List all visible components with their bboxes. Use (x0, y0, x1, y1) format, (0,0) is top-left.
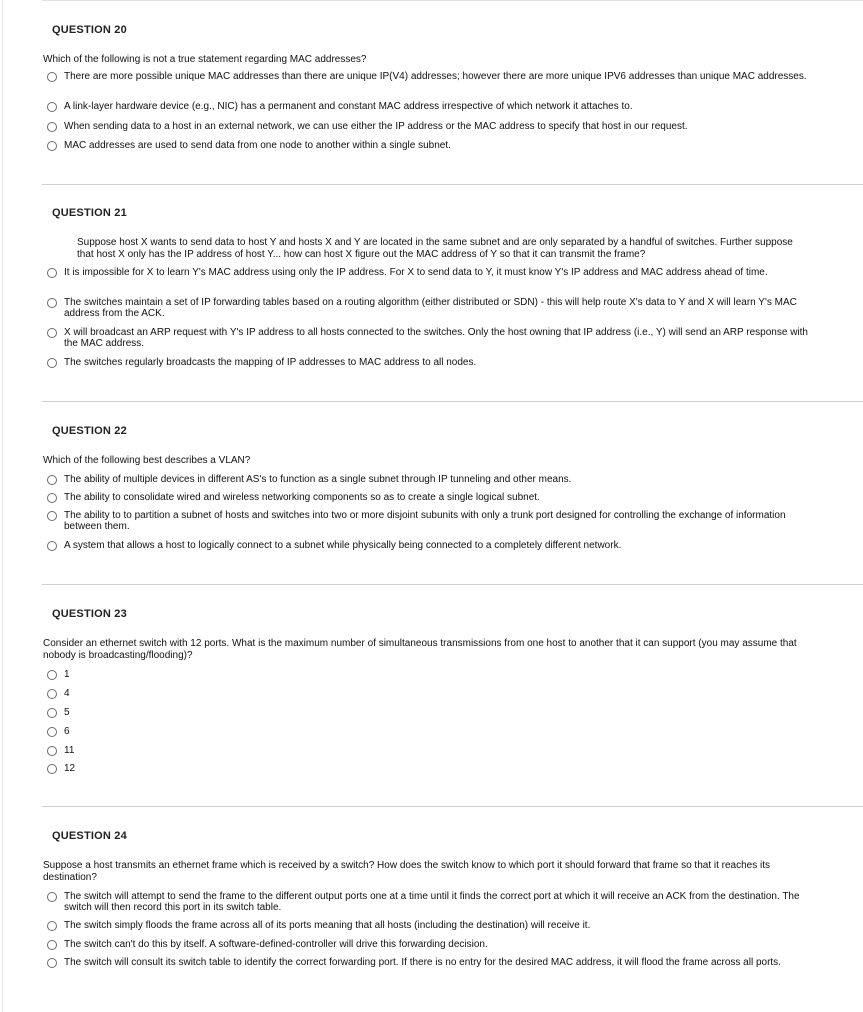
radio-button[interactable] (47, 727, 57, 737)
option-label: The switch will consult its switch table to identify the correct forwarding port. If there is no entry for the desired MAC address, it will flood the frame across all ports. (64, 957, 781, 968)
radio-button[interactable] (47, 328, 57, 338)
divider (42, 401, 863, 402)
radio-button[interactable] (47, 72, 57, 82)
option-label: When sending data to a host in an external network, we can use either the IP address or the MAC address to specify that host in our request. (64, 121, 688, 132)
radio-button[interactable] (47, 708, 57, 718)
question-text: Consider an ethernet switch with 12 ports. What is the maximum number of simultaneous transmissions from one host to another that it can support (you may assume that nobody is broadcasting/flooding)? (43, 638, 797, 661)
option-label: 11 (64, 745, 75, 756)
divider (42, 0, 863, 1)
question-text: Suppose a host transmits an ethernet frame which is received by a switch? How does the switch know to which port it should forward that frame so that it reaches its destination? (43, 860, 771, 883)
option-label: 4 (64, 688, 70, 699)
question-text: Which of the following best describes a VLAN? (43, 455, 251, 466)
option-label: The switches regularly broadcasts the mapping of IP addresses to MAC address to all nodes. (64, 357, 477, 368)
option-label: 12 (64, 763, 76, 774)
option-label: The switch simply floods the frame across all of its ports meaning that all hosts (including the destination) will receive it. (64, 920, 591, 931)
radio-button[interactable] (47, 940, 57, 950)
question-title: QUESTION 21 (52, 207, 127, 219)
radio-button[interactable] (47, 358, 57, 368)
option-label: It is impossible for X to learn Y's MAC address using only the IP address. For X to send data to Y, it must know Y's IP address and MAC address ahead of time. (64, 267, 768, 278)
divider (42, 806, 863, 807)
option-label: The switches maintain a set of IP forwarding tables based on a routing algorithm (either distributed or SDN) - this will help route X's data to Y and X will learn Y's MAC address from the ACK. (64, 297, 797, 319)
question-title: QUESTION 22 (52, 425, 127, 437)
option-label: X will broadcast an ARP request with Y's IP address to all hosts connected to the switches. Only the host owning that IP address (i.e., Y) will send an ARP response with the MAC address. (64, 327, 808, 349)
option-label: 5 (64, 707, 70, 718)
radio-button[interactable] (47, 493, 57, 503)
radio-button[interactable] (47, 475, 57, 485)
option-label: 6 (64, 726, 70, 737)
divider (42, 584, 863, 585)
option-label: A link-layer hardware device (e.g., NIC) has a permanent and constant MAC address irrespective of which network it attaches to. (64, 101, 633, 112)
radio-button[interactable] (47, 541, 57, 551)
option-label: A system that allows a host to logically connect to a subnet while physically being connected to a completely different network. (64, 540, 622, 551)
radio-button[interactable] (47, 921, 57, 931)
option-label: 1 (64, 669, 70, 680)
option-label: The ability to to partition a subnet of hosts and switches into two or more disjoint subunits with only a trunk port designed for controlling the exchange of information between them. (64, 510, 786, 532)
radio-button[interactable] (47, 958, 57, 968)
question-title: QUESTION 23 (52, 608, 127, 620)
divider (42, 184, 863, 185)
radio-button[interactable] (47, 122, 57, 132)
radio-button[interactable] (47, 102, 57, 112)
question-text: Which of the following is not a true statement regarding MAC addresses? (43, 54, 367, 65)
option-label: The ability to consolidate wired and wireless networking components so as to create a single logical subnet. (64, 492, 540, 503)
radio-button[interactable] (47, 511, 57, 521)
option-label: The ability of multiple devices in different AS's to function as a single subnet through IP tunneling and other means. (64, 474, 572, 485)
option-label: There are more possible unique MAC addresses than there are unique IP(V4) addresses; however there are more unique IPV6 addresses than unique MAC addresses. (64, 71, 807, 82)
radio-button[interactable] (47, 141, 57, 151)
radio-button[interactable] (47, 892, 57, 902)
radio-button[interactable] (47, 689, 57, 699)
radio-button[interactable] (47, 268, 57, 278)
radio-button[interactable] (47, 746, 57, 756)
question-text: Suppose host X wants to send data to host Y and hosts X and Y are located in the same subnet and are only separated by a handful of switches. Further suppose that host X only has the IP address of host Y... how can host X figure out the MAC address of Y so that it can transmit the frame? (77, 237, 793, 260)
option-label: The switch will attempt to send the frame to the different output ports one at a time until it finds the correct port at which it will receive an ACK from the destination. The switch will then record this port in its switch table. (64, 891, 800, 913)
question-title: QUESTION 24 (52, 830, 127, 842)
question-title: QUESTION 20 (52, 24, 127, 36)
radio-button[interactable] (47, 670, 57, 680)
radio-button[interactable] (47, 764, 57, 774)
option-label: MAC addresses are used to send data from one node to another within a single subnet. (64, 140, 451, 151)
radio-button[interactable] (47, 298, 57, 308)
option-label: The switch can't do this by itself. A software-defined-controller will drive this forwarding decision. (64, 939, 488, 950)
